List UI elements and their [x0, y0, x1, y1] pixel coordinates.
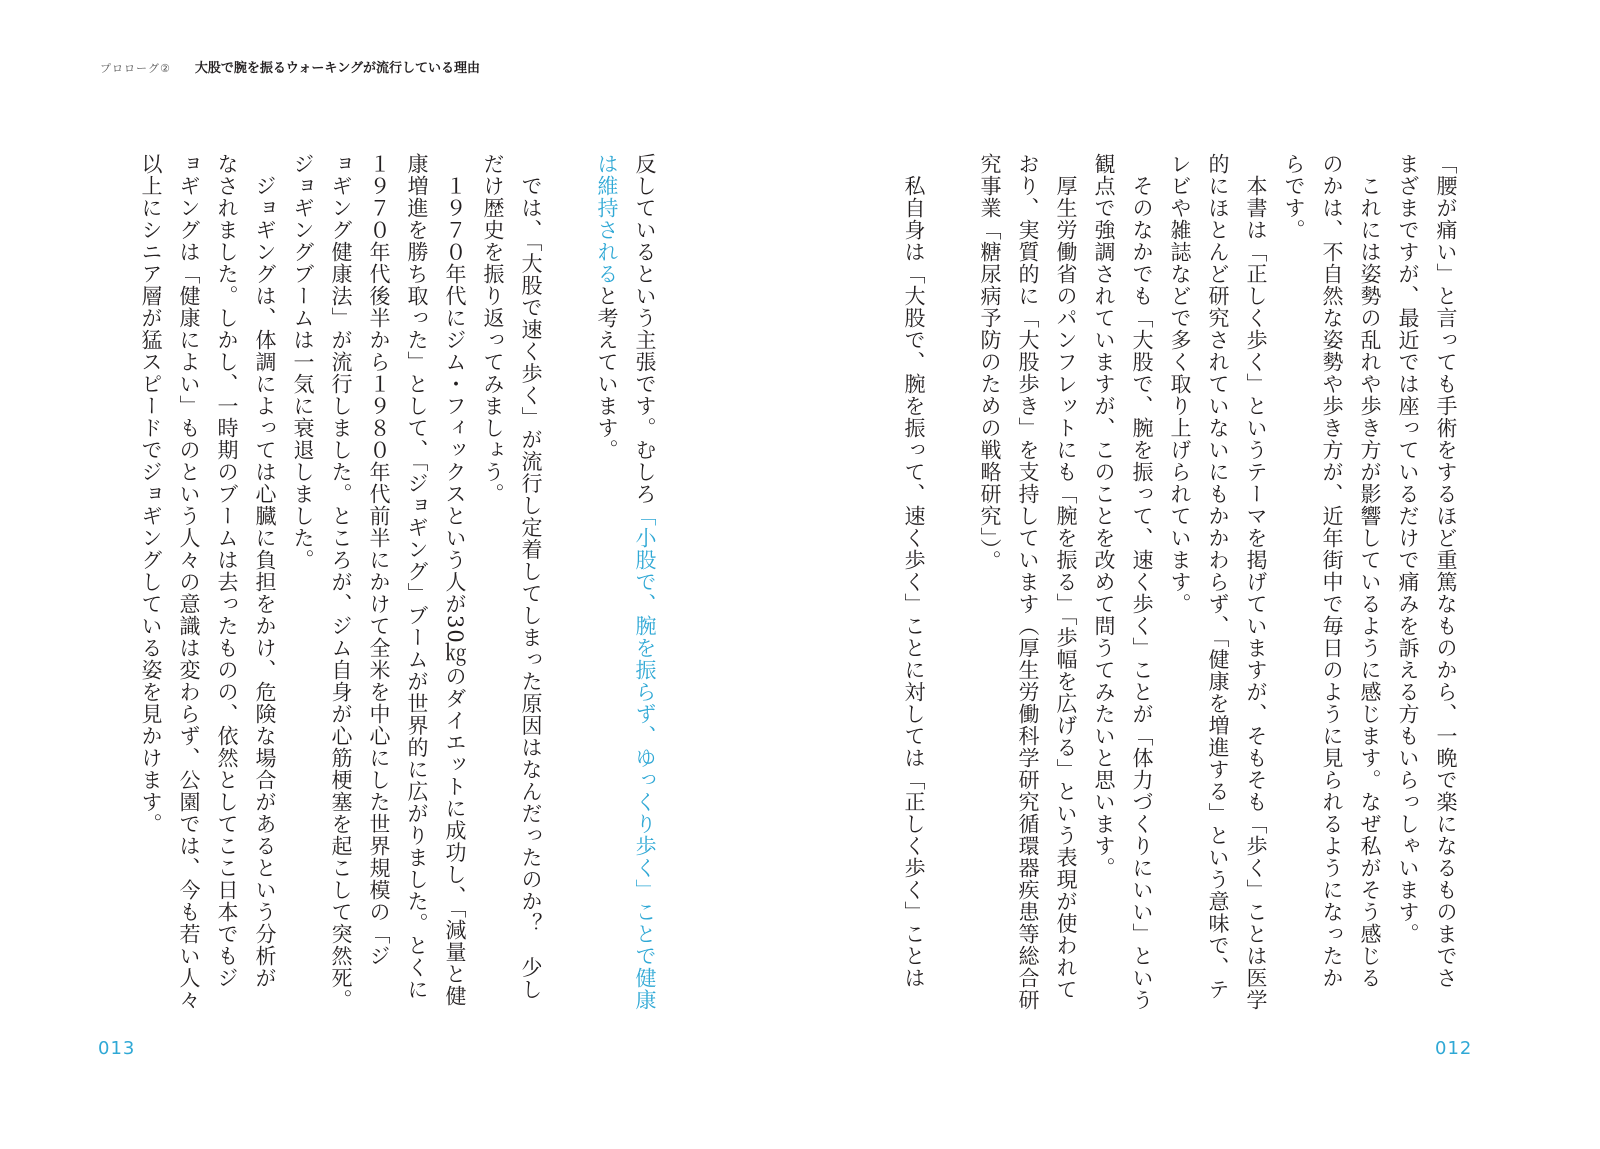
paragraph-line: そのなかでも「大股で、腕を振って、速く歩く」ことが「体力づくりにいい」という [1130, 153, 1154, 1011]
paragraph-line: これには姿勢の乱れや歩き方が影響しているように感じます。なぜ私がそう感じる [1358, 153, 1382, 989]
paragraph-line: 以上にシニア層が猛スピードでジョギングしている姿を見かけます。 [139, 153, 163, 835]
paragraph-line: 康増進を勝ち取った」として、「ジョギング」ブームが世界的に広がりました。とくに [405, 153, 429, 1001]
paragraph-line: ジョギングは、体調によっては心臓に負担をかけ、危険な場合があるという分析が [253, 153, 277, 989]
paragraph-line: 私自身は「大股で、腕を振って、速く歩く」ことに対しては「正しく歩く」ことは [902, 153, 926, 989]
paragraph-line: ョギング健康法」が流行しました。ところが、ジム自身が心筋梗塞を起こして突然死。 [329, 153, 353, 1011]
paragraph-line: 「腰が痛い」と言っても手術をするほど重篤なものから、一晩で楽になるものまでさ [1434, 153, 1458, 989]
paragraph-line: 究事業「糖尿病予防のための戦略研究」）。 [978, 153, 1002, 572]
body-text: と考えています。 [595, 285, 619, 461]
paragraph-line: のかは、不自然な姿勢や歩き方が、近年街中で毎日のように見られるようになったか [1320, 153, 1344, 989]
paragraph-line: ョギングは「健康によい」ものという人々の意識は変わらず、公園では、今も若い人々 [177, 153, 201, 1011]
paragraph-line: レビや雑誌などで多く取り上げられています。 [1168, 153, 1192, 615]
paragraph-line: 本書は「正しく歩く」というテーマを掲げていますが、そもそも「歩く」ことは医学 [1244, 153, 1268, 1011]
paragraph-line [626, 153, 664, 1011]
body-text: 反しているという主張です。むしろ [633, 153, 657, 505]
paragraph-line: １９７０年代にジム・フィックスという人が30㎏のダイエットに成功し、「減量と健 [443, 153, 467, 1008]
paragraph-line: らです。 [1282, 153, 1306, 241]
paragraph-line [588, 153, 626, 983]
emphasis-text: は維持される [595, 153, 619, 285]
section-title: 大股で腕を振るウォーキングが流行している理由 [194, 61, 480, 76]
paragraph-gap [550, 153, 588, 983]
running-header [100, 57, 480, 76]
chapter-label: プロローグ② [100, 62, 171, 75]
paragraph-line: ジョギングブームは一気に衰退しました。 [291, 153, 315, 571]
page-number-right: 012 [1435, 1038, 1473, 1059]
page-number-left: 013 [98, 1038, 136, 1059]
left-page-body [132, 153, 664, 1011]
paragraph-line: 観点で強調されていますが、このことを改めて問うてみたいと思います。 [1092, 153, 1116, 879]
paragraph-line: だけ歴史を振り返ってみましょう。 [481, 153, 505, 505]
right-page-body [895, 153, 1465, 1011]
paragraph-line: 厚生労働省のパンフレットにも「腕を振る」「歩幅を広げる」という表現が使われて [1054, 153, 1078, 1001]
paragraph-line: １９７０年代後半から１９８０年代前半にかけて全米を中心にした世界規模の「ジ [367, 153, 391, 967]
paragraph-line: 的にほとんど研究されていないにもかかわらず、「健康を増進する」という意味で、テ [1206, 153, 1230, 1001]
paragraph-line: なされました。しかし、一時期のブームは去ったものの、依然としてここ日本でもジ [215, 153, 239, 989]
paragraph-line: まざまですが、最近では座っているだけで痛みを訴える方もいらっしゃいます。 [1396, 153, 1420, 945]
paragraph-gap [933, 153, 971, 983]
emphasis-text: 「小股で、腕を振らず、ゆっくり歩く」ことで健康 [633, 505, 657, 1011]
paragraph-line: では、「大股で速く歩く」が流行し定着してしまった原因はなんだったのか？ 少し [519, 153, 543, 1001]
paragraph-line: おり、実質的に「大股歩き」を支持しています（厚生労働科学研究循環器疾患等総合研 [1016, 153, 1040, 1011]
